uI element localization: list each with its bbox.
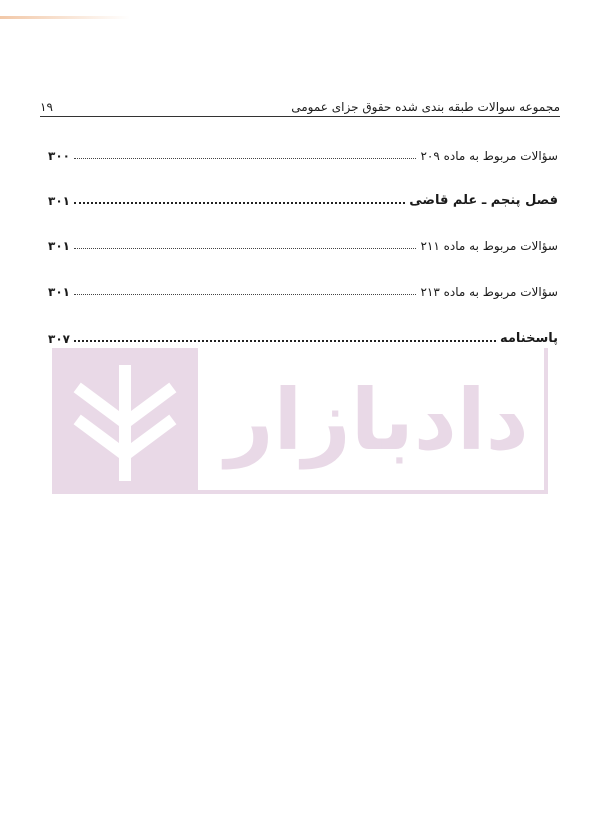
watermark-logo-icon [52, 348, 198, 494]
toc-leader-dots [74, 340, 496, 342]
toc-entry-title: پاسخنامه [499, 331, 558, 346]
running-header [40, 92, 560, 114]
page-number: ۱۹ [40, 100, 53, 114]
toc-entry-page: ۳۰۱ [48, 239, 70, 253]
toc-entry-page: ۳۰۰ [48, 149, 70, 163]
toc-entry-page: ۳۰۱ [48, 194, 70, 208]
toc-entry [48, 233, 558, 253]
toc-entry [48, 143, 558, 163]
toc-entry-chapter [48, 188, 558, 208]
toc-entry-title: فصل پنجم ـ علم قاضی [409, 193, 558, 208]
toc-leader-dots [74, 202, 405, 204]
watermark [52, 348, 548, 494]
header-rule [40, 116, 560, 117]
toc-leader-dots [74, 294, 417, 295]
toc-entry-title: سؤالات مربوط به ماده ۲۰۹ [420, 149, 558, 163]
book-title: مجموعه سوالات طبقه بندی شده حقوق جزای عمومی [291, 100, 560, 114]
toc-entry-answers [48, 326, 558, 346]
watermark-brand-text [212, 348, 542, 494]
toc-entry-title: سؤالات مربوط به ماده ۲۱۳ [420, 285, 558, 299]
watermark-brand-word: دادبازار [225, 371, 529, 469]
toc-entry-page: ۳۰۱ [48, 285, 70, 299]
toc-entry-title: سؤالات مربوط به ماده ۲۱۱ [420, 239, 558, 253]
toc-entry [48, 279, 558, 299]
scan-smudge [0, 16, 130, 19]
toc-entry-page: ۳۰۷ [48, 332, 70, 346]
toc-leader-dots [74, 248, 417, 249]
toc-leader-dots [74, 158, 417, 159]
